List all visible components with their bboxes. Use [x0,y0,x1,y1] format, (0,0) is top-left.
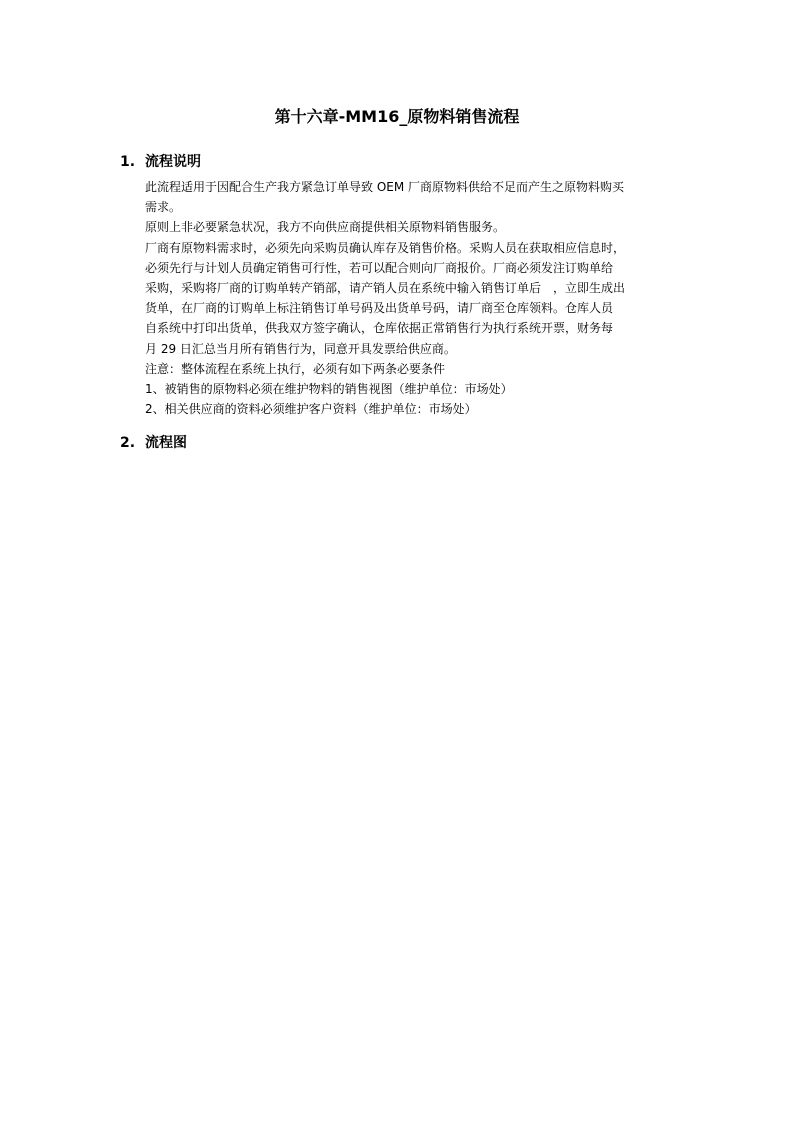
paragraph-line: 月 29 日汇总当月所有销售行为，同意开具发票给供应商。 [145,341,456,356]
paragraph-line: 采购，采购将厂商的订购单转产销部，请产销人员在系统中输入销售订单后 ，立即生成出 [145,281,626,296]
condition-item: 1、被销售的原物料必须在维护物料的销售视图（维护单位：市场处） [145,382,513,397]
section-number: 2. [120,435,136,451]
paragraph-line: 厂商有原物料需求时，必须先向采购员确认库存及销售价格。采购人员在获取相应信息时， [145,240,626,255]
paragraph-line: 自系统中打印出货单，供我双方签字确认，仓库依据正常销售行为执行系统开票，财务每 [145,321,614,336]
note-line: 注意：整体流程在系统上执行，必须有如下两条必要条件 [145,361,446,376]
section-heading-process-description [120,151,201,171]
paragraph-line: 货单，在厂商的订购单上标注销售订单号码及出货单号码，请厂商至仓库领料。仓库人员 [145,301,614,316]
paragraph-line: 需求。 [145,200,182,215]
condition-item: 2、相关供应商的资料必须维护客户资料（维护单位：市场处） [145,402,477,417]
paragraph-line: 原则上非必要紧急状况，我方不向供应商提供相关原物料销售服务。 [145,220,506,235]
page-title: 第十六章-MM16_原物料销售流程 [274,107,520,126]
section-number: 1. [120,154,136,170]
section-title: 流程图 [145,435,187,451]
process-description-body [145,177,675,419]
section-heading-flowchart [120,432,187,452]
section-title: 流程说明 [145,154,201,170]
paragraph-line: 必须先行与计划人员确定销售可行性，若可以配合则向厂商报价。厂商必须发注订购单给 [145,260,614,275]
paragraph-line: 此流程适用于因配合生产我方紧急订单导致 OEM 厂商原物料供给不足而产生之原物料购买 [145,180,625,194]
